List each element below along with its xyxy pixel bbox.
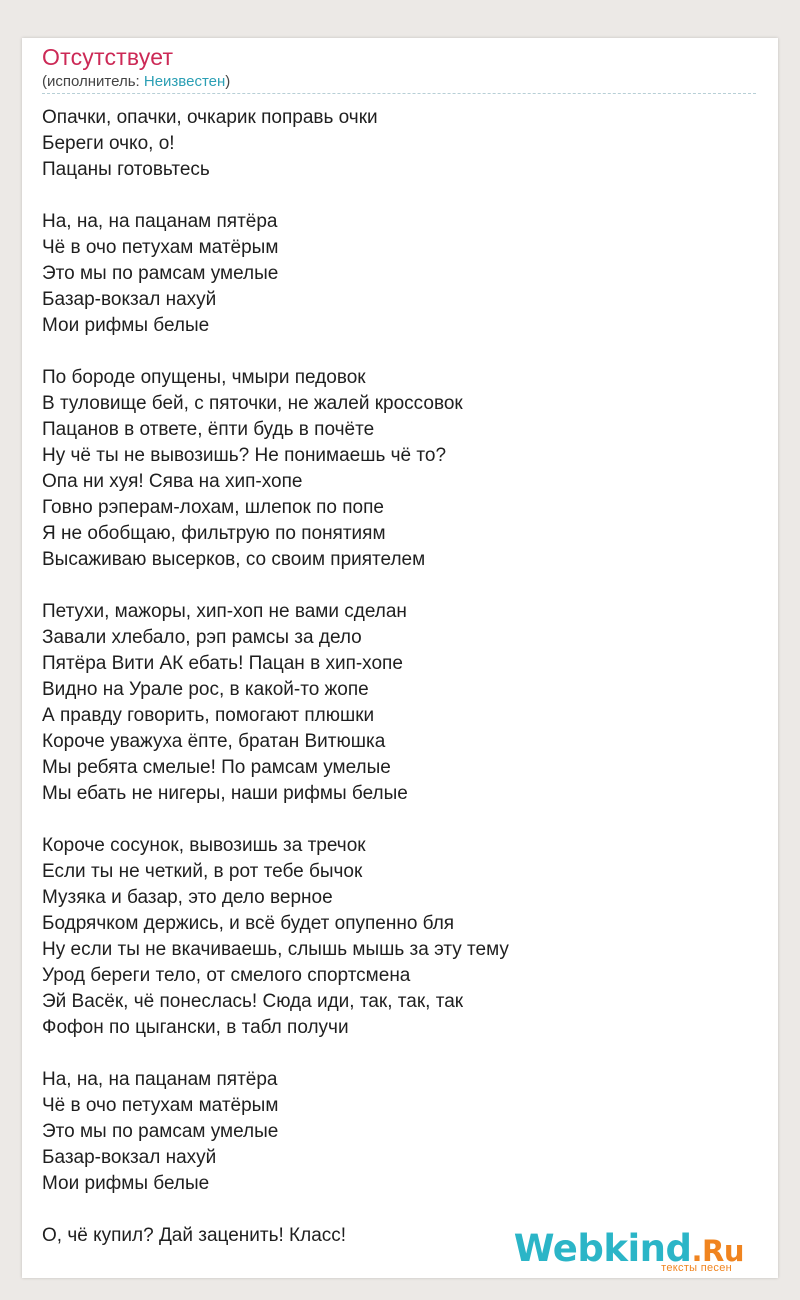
lyrics-line: Опа ни хуя! Сява на хип-хопе <box>42 471 303 492</box>
artist-suffix: ) <box>225 73 231 90</box>
lyrics-line: По бороде опущены, чмыри педовок <box>42 367 366 388</box>
lyrics-line: Бодрячком держись, и всё будет опупенно бля <box>42 913 455 934</box>
logo-main-text: Webkind <box>513 1227 692 1270</box>
lyrics-stanza <box>42 599 762 807</box>
lyrics-line: Урод береги тело, от смелого спортсмена <box>42 965 411 986</box>
lyrics-line: Короче уважуха ёпте, братан Витюшка <box>42 731 386 752</box>
lyrics-line: Чё в очо петухам матёрым <box>42 1095 279 1116</box>
lyrics-line: Базар-вокзал нахуй <box>42 1147 217 1168</box>
lyrics-line: Пятёра Вити АК ебать! Пацан в хип-хопе <box>42 653 403 674</box>
lyrics-line: Пацанов в ответе, ёпти будь в почёте <box>42 419 375 440</box>
lyrics-line: Мои рифмы белые <box>42 315 210 336</box>
lyrics-line: На, на, на пацанам пятёра <box>42 1069 278 1090</box>
logo-tagline: тексты песен <box>661 1262 732 1274</box>
lyrics-line: Пацаны готовьтесь <box>42 159 210 180</box>
lyrics-line: Чё в очо петухам матёрым <box>42 237 279 258</box>
lyrics-line: Мы ебать не нигеры, наши рифмы белые <box>42 783 408 804</box>
lyrics-line: На, на, на пацанам пятёра <box>42 211 278 232</box>
lyrics-card <box>22 38 778 1278</box>
lyrics-stanza <box>42 105 762 183</box>
lyrics-text <box>42 105 762 1275</box>
lyrics-line: Видно на Урале рос, в какой-то жопе <box>42 679 369 700</box>
lyrics-line: Опачки, опачки, очкарик поправь очки <box>42 107 378 128</box>
lyrics-line: О, чё купил? Дай заценить! Класс! <box>42 1225 347 1246</box>
lyrics-line: Это мы по рамсам умелые <box>42 263 279 284</box>
lyrics-line: Короче сосунок, вывозишь за тречок <box>42 835 366 856</box>
site-logo[interactable] <box>513 1227 744 1274</box>
artist-line <box>42 73 230 90</box>
lyrics-line: Я не обобщаю, фильтрую по понятиям <box>42 523 386 544</box>
lyrics-line: Говно рэперам-лохам, шлепок по попе <box>42 497 384 518</box>
lyrics-line: Мы ребята смелые! По рамсам умелые <box>42 757 391 778</box>
lyrics-line: Музяка и базар, это дело верное <box>42 887 333 908</box>
logo-tld: .Ru <box>691 1234 744 1268</box>
lyrics-stanza <box>42 209 762 339</box>
artist-link[interactable]: Неизвестен <box>143 73 226 90</box>
lyrics-stanza <box>42 365 762 573</box>
lyrics-line: Береги очко, о! <box>42 133 175 154</box>
lyrics-line: Если ты не четкий, в рот тебе бычок <box>42 861 363 882</box>
lyrics-line: Петухи, мажоры, хип-хоп не вами сделан <box>42 601 407 622</box>
lyrics-line: Ну если ты не вкачиваешь, слышь мышь за эту тему <box>42 939 509 960</box>
lyrics-line: Мои рифмы белые <box>42 1173 210 1194</box>
lyrics-line: А правду говорить, помогают плюшки <box>42 705 375 726</box>
lyrics-stanza <box>42 1067 762 1197</box>
lyrics-line: Это мы по рамсам умелые <box>42 1121 279 1142</box>
lyrics-line: Завали хлебало, рэп рамсы за дело <box>42 627 362 648</box>
title-divider <box>42 93 756 94</box>
artist-prefix: (исполнитель: <box>42 73 144 90</box>
lyrics-line: Высаживаю высерков, со своим приятелем <box>42 549 426 570</box>
lyrics-line: В туловище бей, с пяточки, не жалей кроссовок <box>42 393 463 414</box>
lyrics-line: Базар-вокзал нахуй <box>42 289 217 310</box>
lyrics-line: Фофон по цыгански, в табл получи <box>42 1017 349 1038</box>
lyrics-line: Эй Васёк, чё понеслась! Сюда иди, так, так, так <box>42 991 464 1012</box>
lyrics-line: Ну чё ты не вывозишь? Не понимаешь чё то? <box>42 445 447 466</box>
song-title: Отсутствует <box>42 44 174 70</box>
lyrics-stanza <box>42 833 762 1041</box>
